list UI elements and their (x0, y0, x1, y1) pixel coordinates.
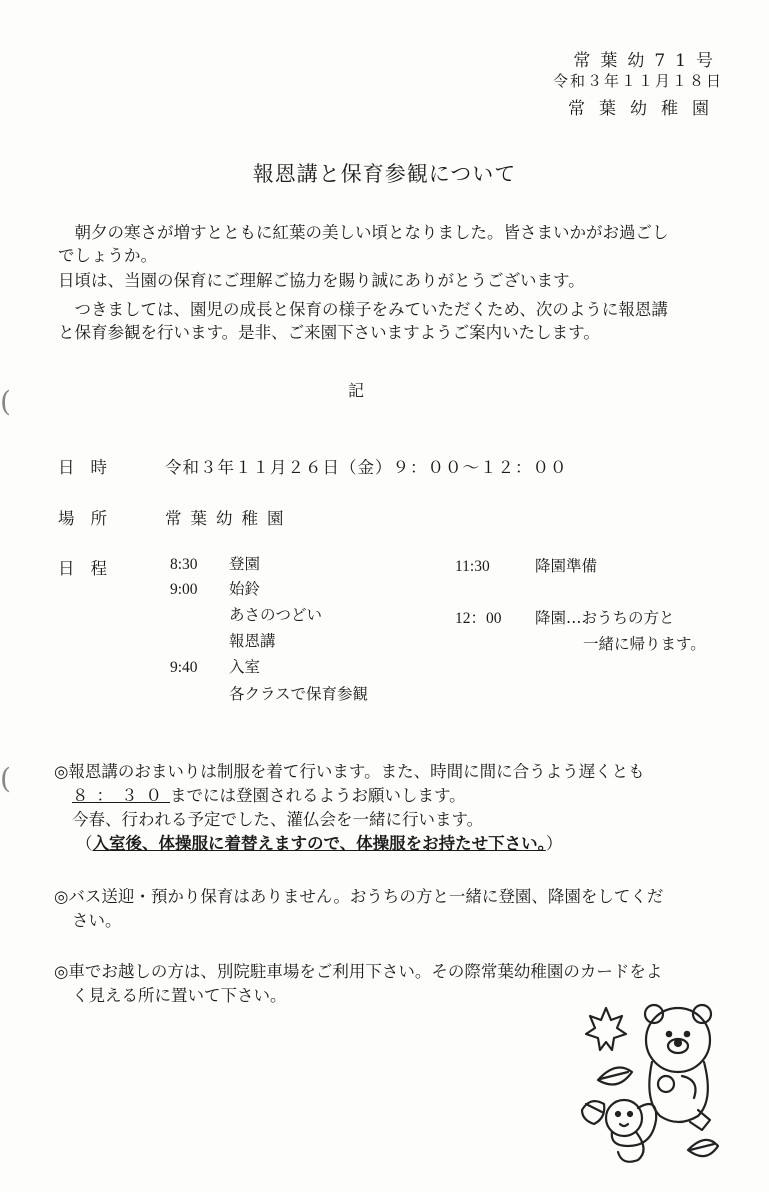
issue-date: 令和３年１１月１８日 (552, 72, 723, 90)
intro-line: でしょうか。 (58, 246, 157, 265)
schedule-time: 9:40 (170, 659, 198, 676)
bear-squirrel-illustration (578, 1000, 728, 1170)
note-line: 今春、行われる予定でした、灌仏会を一緒に行います。 (72, 810, 484, 829)
intro-paragraph-3 (58, 298, 722, 344)
scan-mark: ( (0, 385, 11, 418)
note-bus (54, 885, 724, 933)
note-ceremony (54, 760, 724, 856)
page-title: 報恩講と保育参観について (252, 162, 517, 186)
note-line: さい。 (72, 911, 122, 930)
place-label: 場所 (58, 509, 123, 528)
leaf-icon (598, 1068, 632, 1085)
schedule-item: あさのつどい (229, 606, 323, 624)
note-line: ◎報恩講のおまいりは制服を着て行います。また、時間に間に合うよう遅くとも (54, 762, 645, 781)
note-line (54, 784, 724, 808)
schedule-item: 各クラスで保育参観 (229, 685, 369, 703)
note-line: く見える所に置いて下さい。 (72, 986, 287, 1005)
schedule-item: 始鈴 (229, 580, 261, 598)
intro-paragraph-2 (58, 269, 722, 292)
schedule-item: 登園 (229, 555, 261, 573)
schedule-time: 11:30 (455, 558, 490, 575)
note-line (54, 832, 724, 856)
intro-line: つきましては、園児の成長と保育の様子をみていただくため、次のように報恩講 (74, 300, 668, 319)
intro-paragraph-1 (58, 221, 722, 267)
paren: （ (76, 834, 93, 853)
leaf-icon (688, 1140, 718, 1156)
place-value: 常葉幼稚園 (165, 509, 293, 528)
schedule-item: 降園準備 (535, 557, 598, 575)
doc-number: 常葉幼71号 (573, 51, 723, 71)
schedule-item: 報恩講 (229, 632, 276, 650)
schedule-label: 日程 (58, 559, 123, 578)
schedule-time: 9:00 (170, 581, 198, 598)
schedule-time: 12：00 (455, 610, 502, 627)
gym-clothes-notice: 入室後、体操服に着替えますので、体操服をお持たせ下さい。 (92, 834, 546, 853)
paren: ） (545, 834, 563, 853)
schedule-time: 8:30 (170, 556, 198, 573)
issuer-name: 常葉幼稚園 (568, 99, 723, 119)
intro-line: 朝夕の寒さが増すとともに紅葉の美しい頃となりました。皆さまいかがお過ごし (74, 223, 669, 242)
scan-mark: ( (0, 762, 11, 795)
note-line: ◎バス送迎・預かり保育はありません。おうちの方と一緒に登園、降園をしてくだ (54, 887, 664, 906)
datetime-label: 日時 (58, 458, 123, 477)
maple-leaf-icon (586, 1008, 626, 1050)
squirrel-icon (606, 1100, 642, 1136)
schedule-item: 一緒に帰ります。 (583, 635, 706, 653)
ki-heading: 記 (348, 381, 365, 400)
schedule-item: 降園…おうちの方と (535, 609, 675, 627)
datetime-value: 令和３年１１月２６日（金）９：００～１２：００ (165, 458, 568, 477)
note-line: ◎車でお越しの方は、別院駐車場をご利用下さい。その際常葉幼稚園のカードをよ (54, 962, 663, 981)
arrival-time: ８：３０ (72, 786, 170, 805)
schedule-item: 入室 (229, 658, 261, 676)
intro-line: と保育参観を行います。是非、ご来園下さいますようご案内いたします。 (58, 323, 600, 342)
note-text: までには登園されるようお願いします。 (170, 786, 466, 805)
intro-line: 日頃は、当園の保育にご理解ご協力を賜り誠にありがとうございます。 (58, 271, 585, 290)
acorn-icon (582, 1101, 604, 1124)
schedule-table (0, 552, 769, 712)
